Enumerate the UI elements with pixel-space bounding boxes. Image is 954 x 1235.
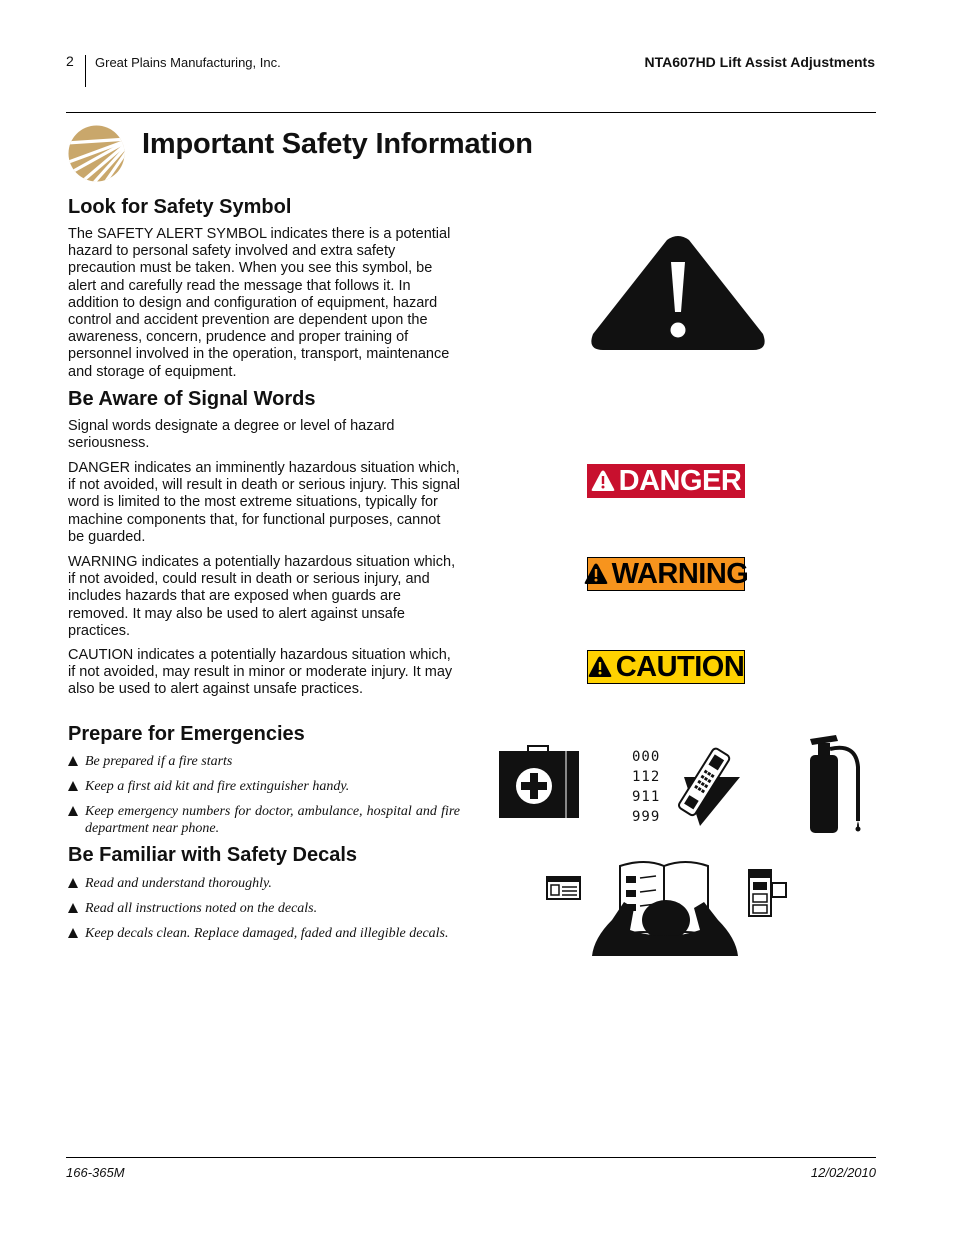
list-item: [68, 900, 460, 917]
caution-description: CAUTION indicates a potentially hazardous situation which, if not avoided, may result in minor or moderate injury. It may also be used to alert against unsafe practices.: [68, 647, 453, 698]
warning-label: WARNING: [611, 557, 749, 590]
signal-words-intro: Signal words designate a degree or level of hazard seriousness.: [68, 418, 395, 452]
danger-description: DANGER indicates an imminently hazardous situation which, if not avoided, will result in death or serious injury. This signal word is limited to the most extreme situations, typically for machine components that, for functional purposes, cannot be guarded.: [68, 460, 460, 545]
reading-manual-icon: [590, 858, 740, 960]
list-item: [68, 875, 460, 892]
list-item-text: Keep a first aid kit and fire extinguisher handy.: [85, 779, 350, 794]
bullet-triangle-icon: [68, 756, 78, 766]
bullet-triangle-icon: [68, 928, 78, 938]
great-plains-logo-icon: [68, 125, 125, 182]
bullet-triangle-icon: [68, 878, 78, 888]
bullet-triangle-icon: [68, 806, 78, 816]
safety-alert-icon: [587, 234, 769, 352]
page-title: Important Safety Information: [142, 128, 533, 160]
safety-alert-icon: [591, 470, 615, 492]
footer-rule: [66, 1157, 876, 1158]
emergency-number: 112: [632, 769, 661, 785]
list-item: [68, 925, 460, 942]
page-number: 2: [66, 53, 74, 69]
safety-alert-icon: [584, 563, 608, 585]
list-item-text: Read all instructions noted on the decals.: [85, 901, 318, 916]
caution-signal-panel: [587, 650, 745, 684]
heading-safety-symbol: Look for Safety Symbol: [68, 196, 292, 218]
caution-label: CAUTION: [615, 650, 745, 683]
list-item-text: Keep decals clean. Replace damaged, faded and illegible decals.: [85, 926, 449, 941]
list-item: [68, 753, 460, 770]
header-rule: [66, 112, 876, 113]
list-item-text: Be prepared if a fire starts: [85, 754, 233, 769]
first-aid-kit-icon: [498, 745, 580, 819]
heading-decals: Be Familiar with Safety Decals: [68, 844, 358, 866]
emergency-numbers: [632, 747, 660, 827]
warning-signal-panel: [587, 557, 749, 591]
document-title: NTA607HD Lift Assist Adjustments: [644, 54, 875, 70]
emergency-number: 000: [632, 749, 661, 765]
bullet-triangle-icon: [68, 903, 78, 913]
list-item: [68, 778, 460, 795]
list-item: [68, 803, 460, 837]
list-item-text: Keep emergency numbers for doctor, ambulance, hospital and fire department near phone.: [85, 804, 460, 836]
emergency-number: 911: [632, 789, 661, 805]
decal-icon: [748, 869, 788, 917]
fire-extinguisher-icon: [806, 731, 866, 835]
revision-date: 12/02/2010: [810, 1165, 876, 1180]
heading-signal-words: Be Aware of Signal Words: [68, 388, 316, 410]
bullet-triangle-icon: [68, 781, 78, 791]
decal-icon: [546, 876, 581, 900]
telephone-icon: [668, 745, 742, 827]
danger-signal-panel: [587, 464, 745, 498]
heading-emergencies: Prepare for Emergencies: [68, 723, 305, 745]
company-name: Great Plains Manufacturing, Inc.: [95, 55, 281, 70]
header-divider: [85, 55, 86, 87]
safety-alert-icon: [588, 656, 612, 678]
warning-description: WARNING indicates a potentially hazardous situation which, if not avoided, could result in death or serious injury, and includes hazards that are exposed when guards are removed. It may also be used to alert against unsafe practices.: [68, 554, 456, 639]
safety-symbol-text: The SAFETY ALERT SYMBOL indicates there is a potential hazard to personal safety involved and extra safety precaution must be taken. When you see this symbol, be alert and carefully read the message that follows it. In addition to design and configuration of equipment, hazard control and accident prevention are dependent upon the awareness, concern, prudence and proper training of personnel involved in the operation, transport, maintenance and storage of equipment.: [68, 226, 451, 380]
emergency-number: 999: [632, 809, 661, 825]
part-number: 166-365M: [66, 1165, 125, 1180]
list-item-text: Read and understand thoroughly.: [85, 876, 272, 891]
danger-label: DANGER: [618, 464, 742, 497]
